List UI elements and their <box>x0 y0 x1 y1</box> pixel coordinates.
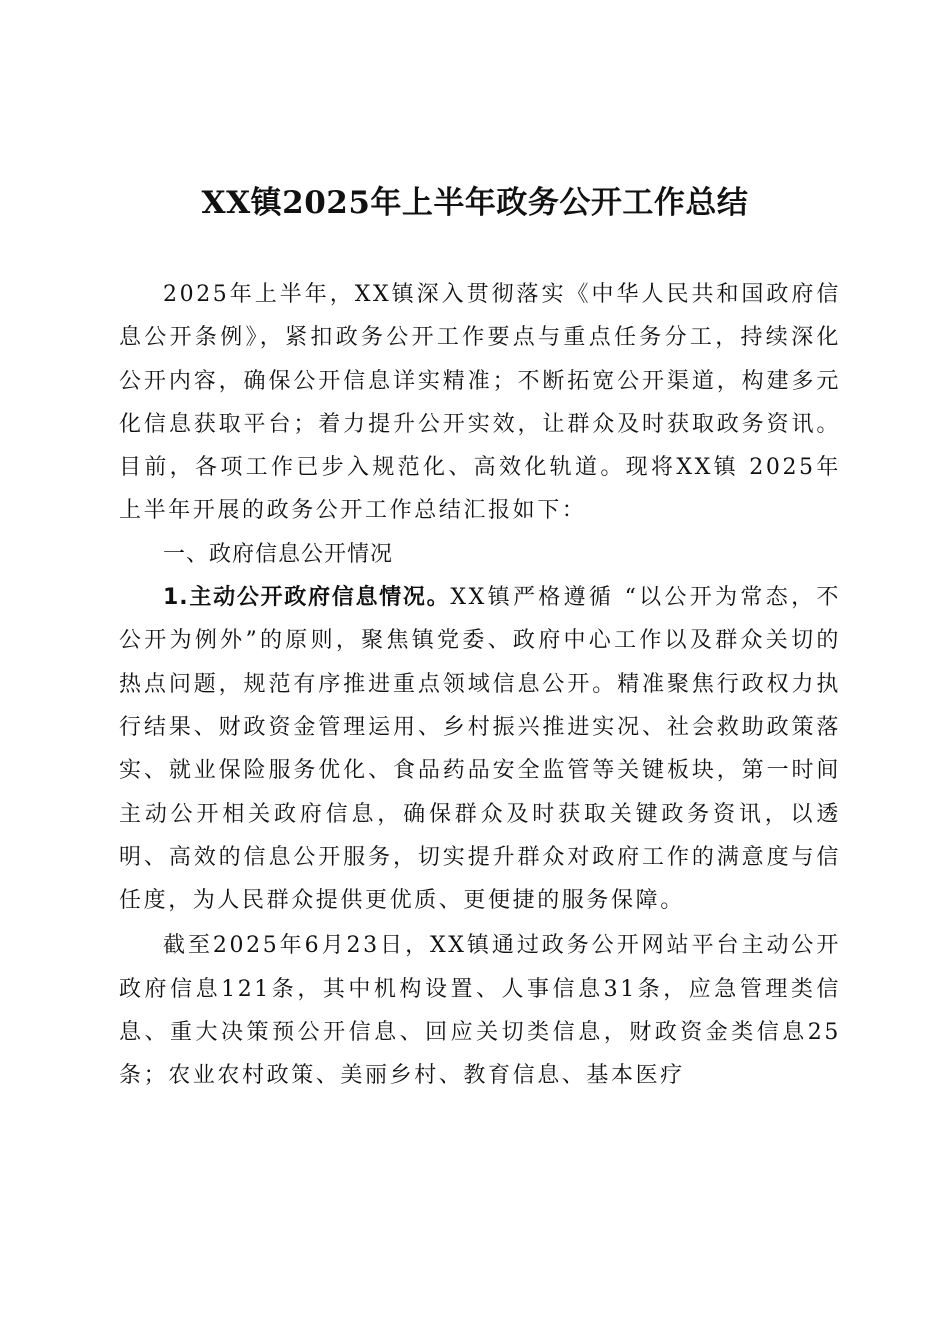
item1-paragraph <box>119 576 841 922</box>
item1-lead: 1.主动公开政府信息情况。 <box>163 585 451 611</box>
stats-paragraph: 截至2025年6月23日，XX镇通过政务公开网站平台主动公开政府信息121条，其中机构设置、人事信息31条，应急管理类信息、重大决策预公开信息、回应关切类信息，财政资金类信息25条；农业农村政策、美丽乡村、教育信息、基本医疗 <box>119 933 841 1089</box>
document-title: XX镇2025年上半年政务公开工作总结 <box>201 185 749 221</box>
section-heading: 一、政府信息公开情况 <box>163 541 394 567</box>
document-body <box>119 273 841 1098</box>
item1-text: XX镇严格遵循 “以公开为常态，不公开为例外”的原则，聚焦镇党委、政府中心工作以及群众关切的热点问题，规范有序推进重点领域信息公开。精准聚焦行政权力执行结果、财政资金管理运用、乡村振兴推进实况、社会救助政策落实、就业保险服务优化、食品药品安全监管等关键板块，第一时间主动公开相关政府信息，确保群众及时获取关键政务资讯，以透明、高效的信息公开服务，切实提升群众对政府工作的满意度与信任度，为人民群众提供更优质、更便捷的服务保障。 <box>119 585 842 914</box>
intro-paragraph: 2025年上半年，XX镇深入贯彻落实《中华人民共和国政府信息公开条例》，紧扣政务公开工作要点与重点任务分工，持续深化公开内容，确保公开信息详实精准；不断拓宽公开渠道，构建多元化信息获取平台；着力提升公开实效，让群众及时获取政务资讯。目前，各项工作已步入规范化、高效化轨道。现将XX镇 2025年上半年开展的政务公开工作总结汇报如下： <box>119 282 841 524</box>
